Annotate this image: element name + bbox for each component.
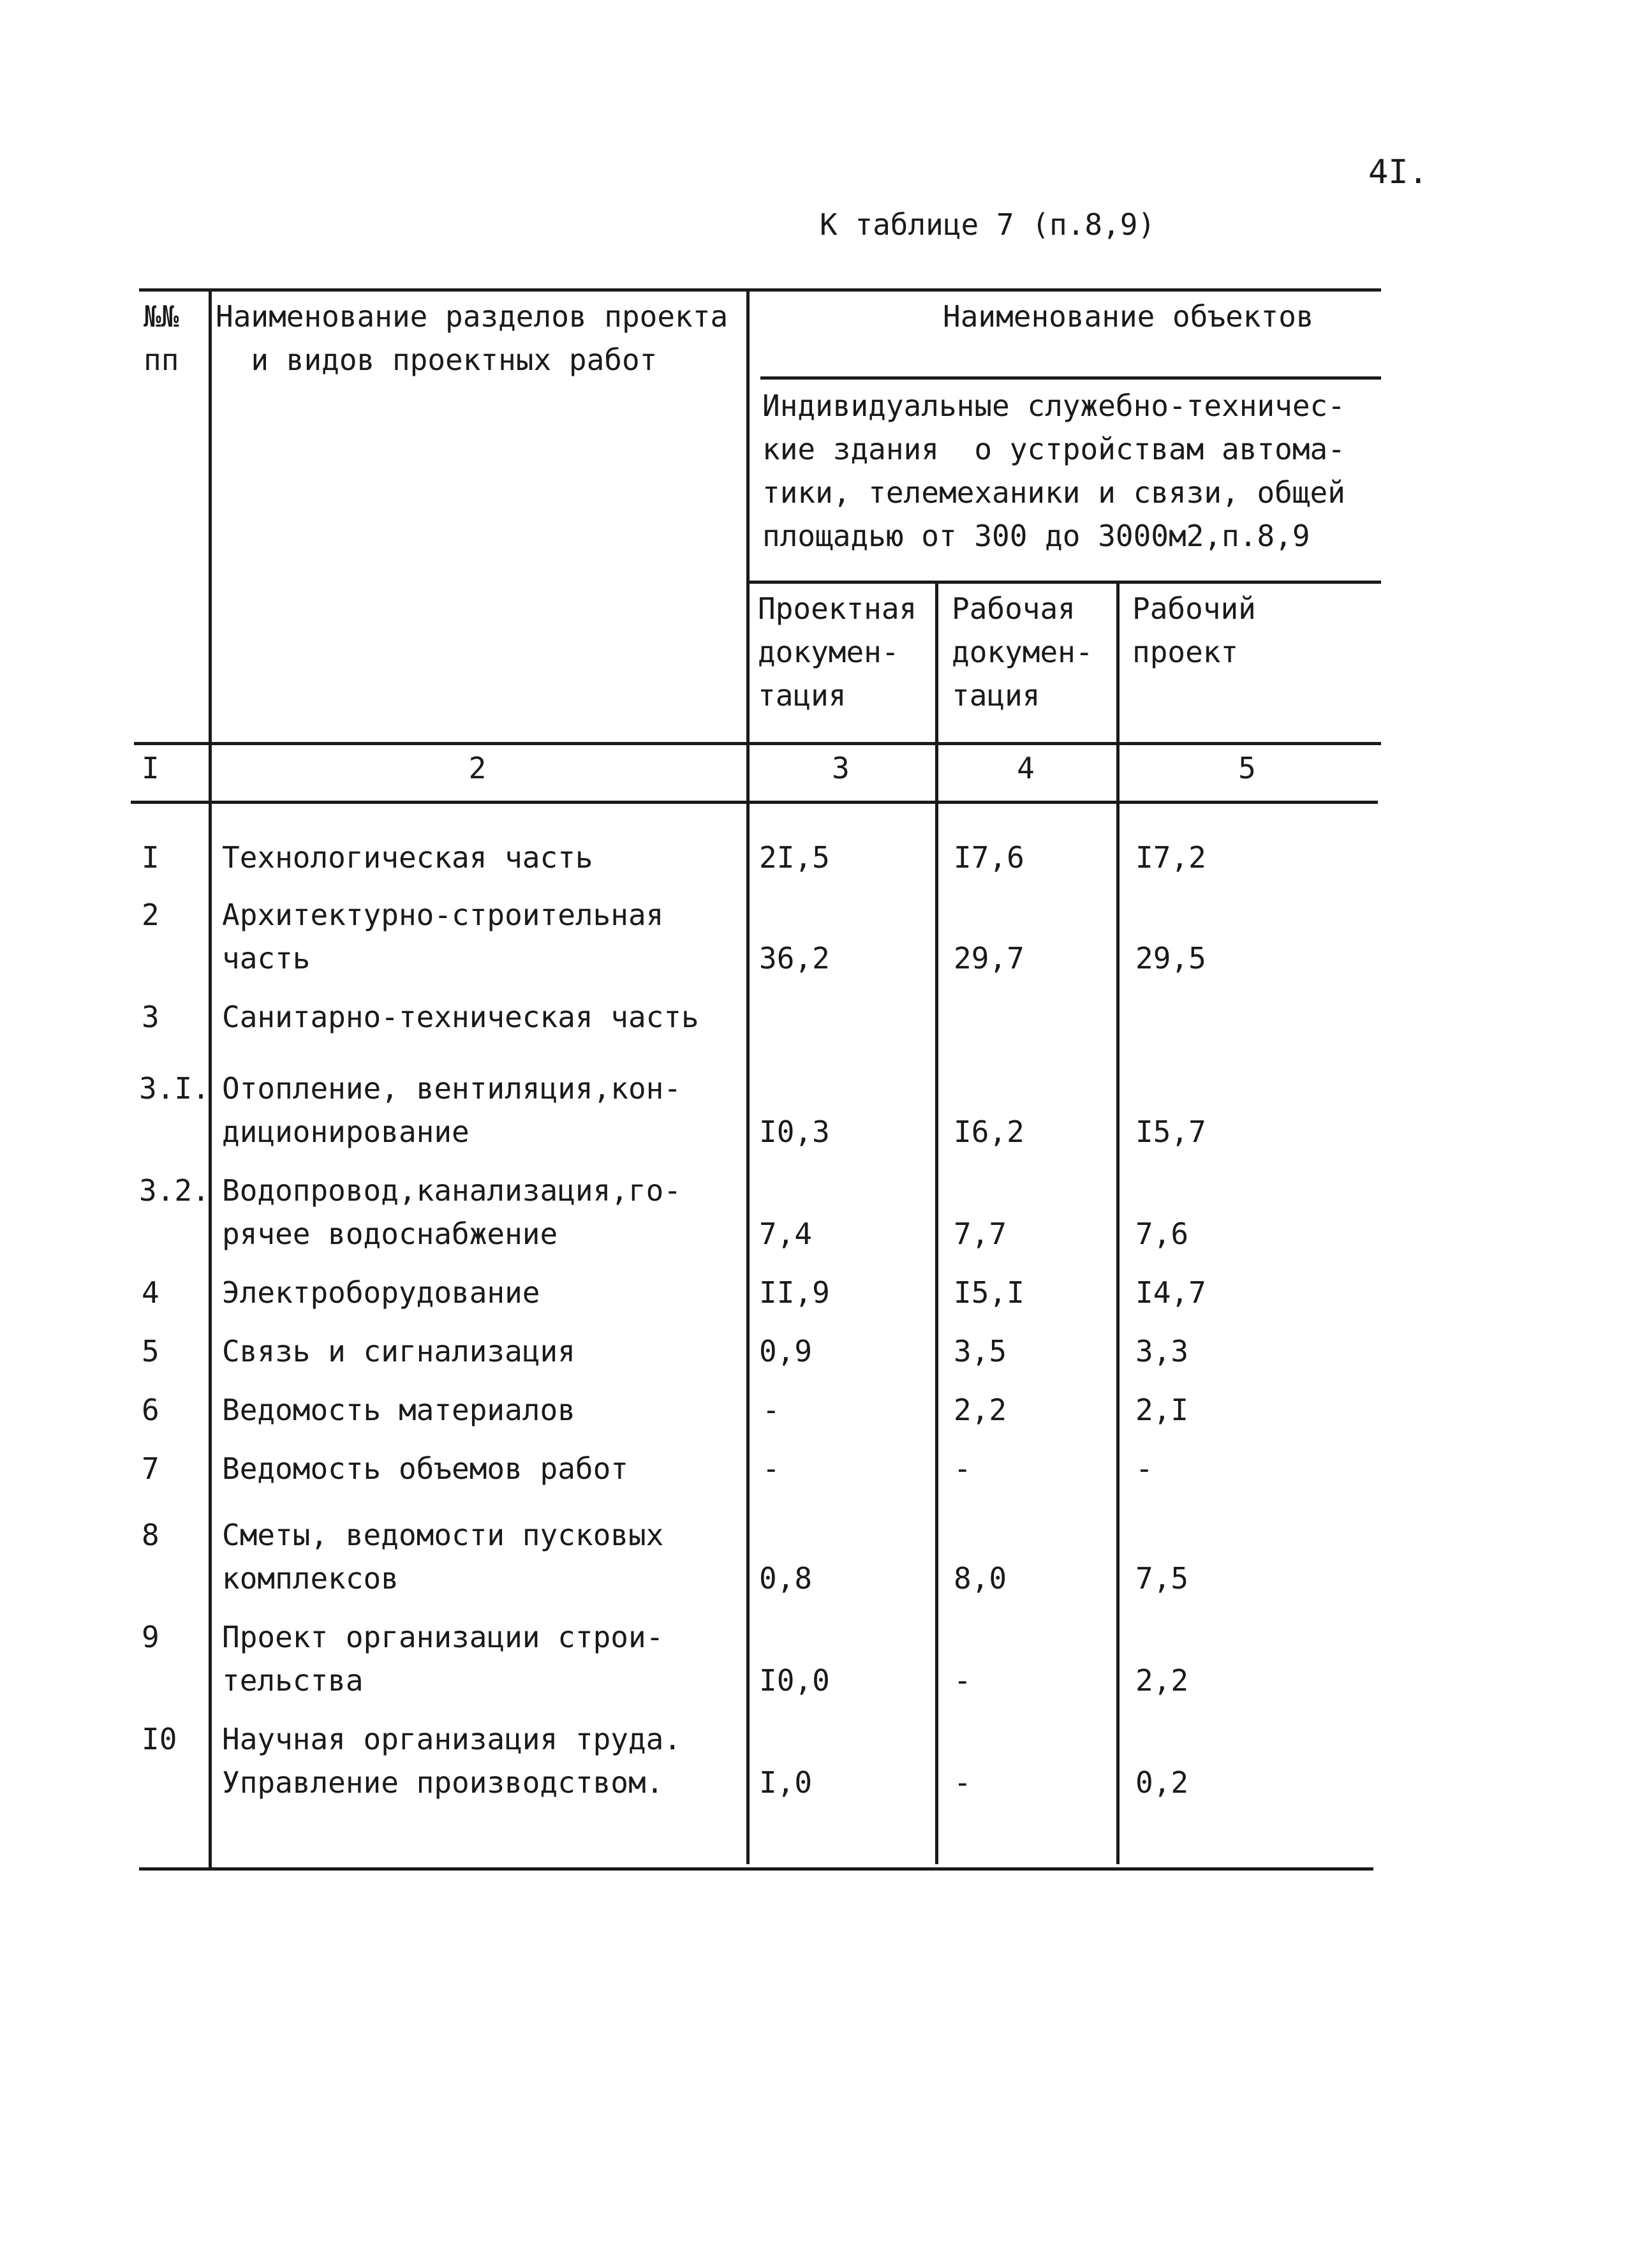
row-5-value-5: 3,3 — [1135, 1334, 1189, 1368]
row-5-number: 5 — [142, 1334, 159, 1368]
row-3-number: 3 — [142, 1000, 159, 1034]
header-objects-title: Наименование объектов — [943, 299, 1314, 334]
row-8-name-line-1: Сметы, ведомости пусковых — [222, 1518, 664, 1552]
row-3-1-number: 3.I. — [139, 1071, 210, 1106]
row-2-value-5: 29,5 — [1135, 941, 1206, 975]
header-col4-line-3: тация — [952, 678, 1040, 713]
column-number-1: I — [142, 751, 159, 785]
row-1-value-3: 2I,5 — [759, 840, 830, 875]
row-10-name-line-2: Управление производством. — [222, 1765, 664, 1800]
row-9-name-line-2: тельства — [222, 1663, 364, 1698]
row-6-value-4: 2,2 — [954, 1393, 1007, 1427]
row-3-2-value-3: 7,4 — [759, 1217, 813, 1251]
row-10-value-4: - — [954, 1765, 972, 1800]
description-divider-rule — [750, 581, 1381, 584]
row-10-value-3: I,0 — [759, 1765, 813, 1800]
column-number-4: 4 — [1017, 751, 1035, 785]
row-8-value-3: 0,8 — [759, 1561, 813, 1596]
row-5-value-3: 0,9 — [759, 1334, 813, 1368]
column-number-2: 2 — [468, 751, 487, 785]
header-col4-line-1: Рабочая — [952, 591, 1075, 626]
row-4-value-5: I4,7 — [1135, 1275, 1206, 1310]
row-9-number: 9 — [142, 1620, 159, 1654]
row-2-name-line-2: часть — [222, 941, 311, 975]
header-object-desc-line-2: кие здания о устройствам автома- — [762, 432, 1345, 466]
header-object-desc-line-3: тики, телемеханики и связи, общей — [762, 475, 1345, 510]
row-6-number: 6 — [142, 1393, 159, 1427]
column-rule-2 — [746, 288, 750, 1864]
row-4-value-4: I5,I — [954, 1275, 1024, 1310]
row-3-2-name-line-1: Водопровод,канализация,го- — [222, 1173, 682, 1208]
header-col1-line-1: №№ — [144, 299, 179, 334]
objects-divider-rule — [760, 376, 1381, 380]
row-6-value-5: 2,I — [1135, 1393, 1189, 1427]
row-3-name-line-1: Санитарно-техническая часть — [222, 1000, 699, 1034]
header-col2-line-2: и видов проектных работ — [216, 343, 658, 377]
page-number: 4I. — [1368, 153, 1428, 191]
numbering-bottom-rule — [131, 801, 1378, 804]
row-1-value-5: I7,2 — [1135, 840, 1206, 875]
row-8-name-line-2: комплексов — [222, 1561, 399, 1596]
row-7-name-line-1: Ведомость объемов работ — [222, 1451, 628, 1486]
row-2-number: 2 — [142, 898, 159, 932]
column-number-5: 5 — [1238, 751, 1256, 785]
header-col1-line-2: пп — [144, 343, 179, 377]
row-3-1-value-3: I0,3 — [759, 1115, 830, 1149]
header-bottom-rule — [134, 742, 1381, 745]
table-top-rule — [139, 288, 1381, 292]
row-2-value-4: 29,7 — [954, 941, 1024, 975]
row-6-name-line-1: Ведомость материалов — [222, 1393, 575, 1427]
row-3-1-name-line-2: диционирование — [222, 1115, 469, 1149]
row-3-2-value-4: 7,7 — [954, 1217, 1007, 1251]
header-col5-line-1: Рабочий — [1132, 591, 1256, 626]
row-3-1-value-5: I5,7 — [1135, 1115, 1206, 1149]
row-4-number: 4 — [142, 1275, 159, 1310]
row-1-value-4: I7,6 — [954, 840, 1024, 875]
row-9-value-5: 2,2 — [1135, 1663, 1189, 1698]
row-3-2-name-line-2: рячее водоснабжение — [222, 1217, 558, 1251]
row-5-value-4: 3,5 — [954, 1334, 1007, 1368]
column-number-3: 3 — [832, 751, 850, 785]
row-2-value-3: 36,2 — [759, 941, 830, 975]
row-9-value-3: I0,0 — [759, 1663, 830, 1698]
row-7-number: 7 — [142, 1451, 159, 1486]
header-col2-line-1: Наименование разделов проекта — [216, 299, 728, 334]
row-9-value-4: - — [954, 1663, 972, 1698]
row-3-1-value-4: I6,2 — [954, 1115, 1024, 1149]
table-bottom-rule — [139, 1867, 1373, 1871]
row-6-value-3: - — [762, 1393, 780, 1427]
row-10-name-line-1: Научная организация труда. — [222, 1722, 682, 1756]
header-col3-line-3: тация — [758, 678, 846, 713]
row-1-number: I — [142, 840, 159, 875]
header-col3-line-2: докумен- — [758, 635, 899, 669]
row-4-value-3: II,9 — [759, 1275, 830, 1310]
row-9-name-line-1: Проект организации строи- — [222, 1620, 664, 1654]
row-1-name-line-1: Технологическая часть — [222, 840, 593, 875]
table-caption: К таблице 7 (п.8,9) — [820, 207, 1156, 242]
row-2-name-line-1: Архитектурно-строительная — [222, 898, 664, 932]
row-8-value-4: 8,0 — [954, 1561, 1007, 1596]
row-3-2-value-5: 7,6 — [1135, 1217, 1189, 1251]
row-7-value-5: - — [1135, 1451, 1153, 1486]
row-7-value-3: - — [762, 1451, 780, 1486]
header-col3-line-1: Проектная — [758, 591, 917, 626]
row-3-2-number: 3.2. — [139, 1173, 210, 1208]
row-5-name-line-1: Связь и сигнализация — [222, 1334, 575, 1368]
header-object-desc-line-1: Индивидуальные служебно-техничес- — [762, 389, 1345, 423]
row-3-1-name-line-1: Отопление, вентиляция,кон- — [222, 1071, 682, 1106]
row-8-number: 8 — [142, 1518, 159, 1552]
header-col4-line-2: докумен- — [952, 635, 1093, 669]
row-7-value-4: - — [954, 1451, 972, 1486]
row-10-value-5: 0,2 — [1135, 1765, 1189, 1800]
row-8-value-5: 7,5 — [1135, 1561, 1189, 1596]
header-object-desc-line-4: площадью от 300 до 3000м2,п.8,9 — [762, 519, 1310, 553]
header-col5-line-2: проект — [1132, 635, 1239, 669]
row-10-number: I0 — [142, 1722, 177, 1756]
row-4-name-line-1: Электроборудование — [222, 1275, 540, 1310]
